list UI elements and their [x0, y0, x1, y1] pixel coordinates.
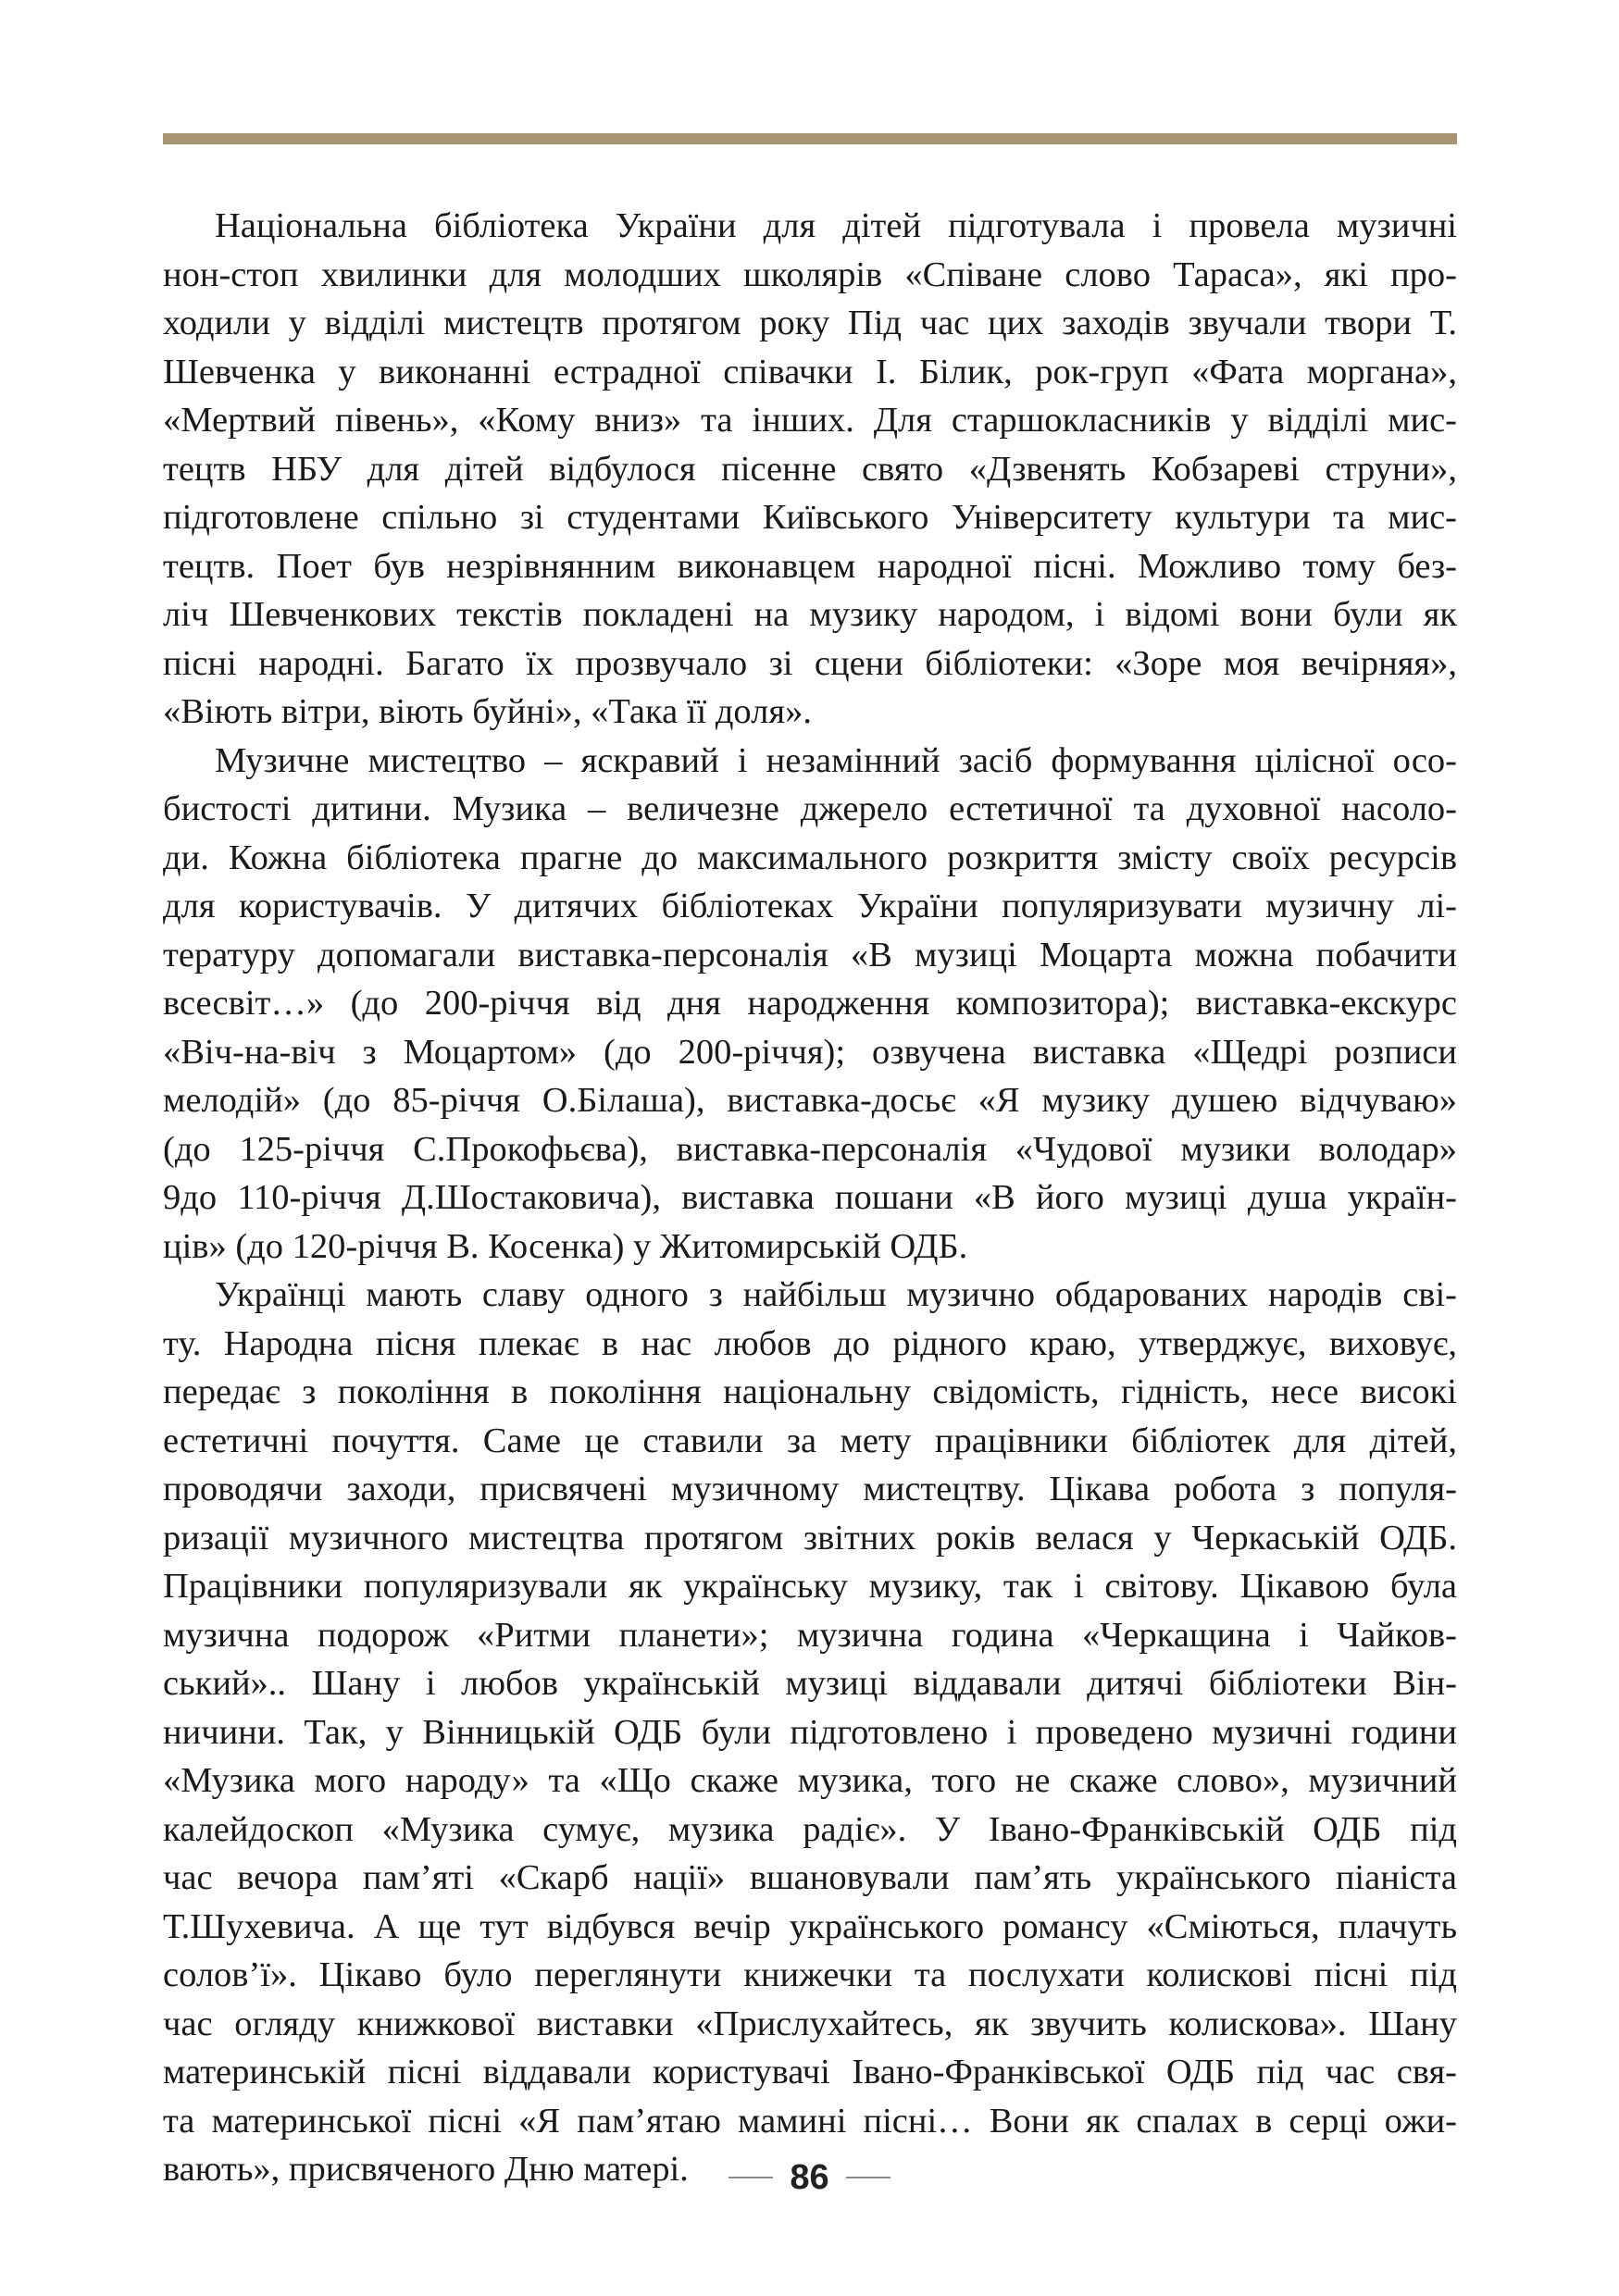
text-line: (до 125-річчя С.Прокофьєва), виставка-персоналія «Чудової музики володар»	[163, 1129, 1457, 1169]
text-line: ничини. Так, у Вінницькій ОДБ були підготовлено і проведено музичні години	[163, 1712, 1457, 1752]
page-footer	[0, 2154, 1619, 2201]
text-line: «Мертвий півень», «Кому вниз» та інших. Для старшокласників у відділі мис-	[163, 401, 1457, 440]
text-line: Працівники популяризували як українську музику, так і світову. Цікавою була	[163, 1567, 1457, 1606]
text-line: тецтв. Поет був незрівнянним виконавцем народної пісні. Можливо тому без-	[163, 546, 1457, 586]
paragraph-3	[163, 1271, 1457, 2194]
text-line: тературу допомагали виставка-персоналія «В музиці Моцарта можна побачити	[163, 935, 1457, 974]
text-line: час вечора пам’яті «Скарб нації» вшановували пам’ять українського піаніста	[163, 1858, 1457, 1897]
text-line: калейдоскоп «Музика сумує, музика радіє». У Івано-Франківській ОДБ під	[163, 1809, 1457, 1849]
paragraph-2	[163, 737, 1457, 1272]
text-line: бистості дитини. Музика – величезне джерело естетичної та духовної насоло-	[163, 789, 1457, 828]
text-line: ців» (до 120-річчя В. Косенка) у Житомирській ОДБ.	[163, 1226, 968, 1266]
text-line: передає з покоління в покоління національну свідомість, гідність, несе високі	[163, 1372, 1457, 1411]
text-line: нон-стоп хвилинки для молодших школярів «Співане слово Тараса», які про-	[163, 254, 1457, 294]
text-line: 9до 110-річчя Д.Шостаковича), виставка пошани «В його музиці душа україн-	[163, 1178, 1457, 1217]
text-line: вають», присвяченого Дню матері.	[163, 2150, 689, 2189]
page-number: 86	[790, 2157, 829, 2197]
text-line: солов’ї». Цікаво було переглянути книжечки та послухати колискові пісні під	[163, 1955, 1457, 1994]
text-line: ди. Кожна бібліотека прагне до максимального розкриття змісту своїх ресурсів	[163, 838, 1457, 877]
paragraph-1	[163, 202, 1457, 737]
text-line: ходили у відділі мистецтв протягом року Під час цих заходів звучали твори Т.	[163, 304, 1457, 342]
text-line: Українці мають славу одного з найбільш музично обдарованих народів сві-	[215, 1275, 1457, 1314]
page-body	[163, 202, 1457, 2194]
text-line: Національна бібліотека України для дітей підготувала і провела музичні	[215, 206, 1457, 245]
text-line: Музичне мистецтво – яскравий і незамінний засіб формування цілісної осо-	[215, 740, 1457, 780]
header-rule	[163, 133, 1457, 144]
footer-dash-right	[846, 2177, 890, 2178]
text-line: пісні народні. Багато їх прозвучало зі сцени бібліотеки: «Зоре моя вечірняя»,	[163, 643, 1457, 683]
text-line: тецтв НБУ для дітей відбулося пісенне свято «Дзвенять Кобзареві струни»,	[163, 449, 1457, 489]
text-line: Шевченка у виконанні естрадної співачки І. Білик, рок-груп «Фата моргана»,	[163, 352, 1457, 391]
text-line: для користувачів. У дитячих бібліотеках України популяризувати музичну лі-	[163, 887, 1457, 925]
text-line: проводячи заходи, присвячені музичному мистецтву. Цікава робота з популя-	[163, 1470, 1457, 1508]
text-line: час огляду книжкової виставки «Прислухайтесь, як звучить колискова». Шану	[163, 2004, 1457, 2043]
text-line: музична подорож «Ритми планети»; музична година «Черкащина і Чайков-	[163, 1615, 1457, 1655]
text-line: та материнської пісні «Я пам’ятаю мамині пісні… Вони як спалах в серці ожи-	[163, 2101, 1457, 2141]
text-line: ський».. Шану і любов українській музиці віддавали дитячі бібліотеки Він-	[163, 1664, 1457, 1703]
text-line: ту. Народна пісня плекає в нас любов до рідного краю, утверджує, виховує,	[163, 1323, 1457, 1363]
text-line: ліч Шевченкових текстів покладені на музику народом, і відомі вони були як	[163, 595, 1457, 634]
text-line: «Віч-на-віч з Моцартом» (до 200-річчя); озвучена виставка «Щедрі розписи	[163, 1032, 1457, 1072]
text-line: всесвіт…» (до 200-річчя від дня народження композитора); виставка-екскурс	[163, 984, 1457, 1023]
text-line: естетичні почуття. Саме це ставили за мету працівники бібліотек для дітей,	[163, 1421, 1457, 1460]
text-line: підготовлене спільно зі студентами Київського Університету культури та мис-	[163, 498, 1457, 537]
text-line: «Віють вітри, віють буйні», «Така її доля».	[163, 692, 812, 731]
text-line: материнській пісні віддавали користувачі Івано-Франківської ОДБ під час свя-	[163, 2053, 1457, 2091]
text-line: мелодій» (до 85-річчя О.Білаша), виставка-досьє «Я музику душею відчуваю»	[163, 1081, 1457, 1120]
text-line: Т.Шухевича. А ще тут відбувся вечір українського романсу «Сміються, плачуть	[163, 1906, 1457, 1946]
footer-dash-left	[729, 2177, 773, 2178]
text-line: ризації музичного мистецтва протягом звітних років велася у Черкаській ОДБ.	[163, 1518, 1457, 1558]
text-line: «Музика мого народу» та «Що скаже музика, того не скаже слово», музичний	[163, 1761, 1457, 1800]
